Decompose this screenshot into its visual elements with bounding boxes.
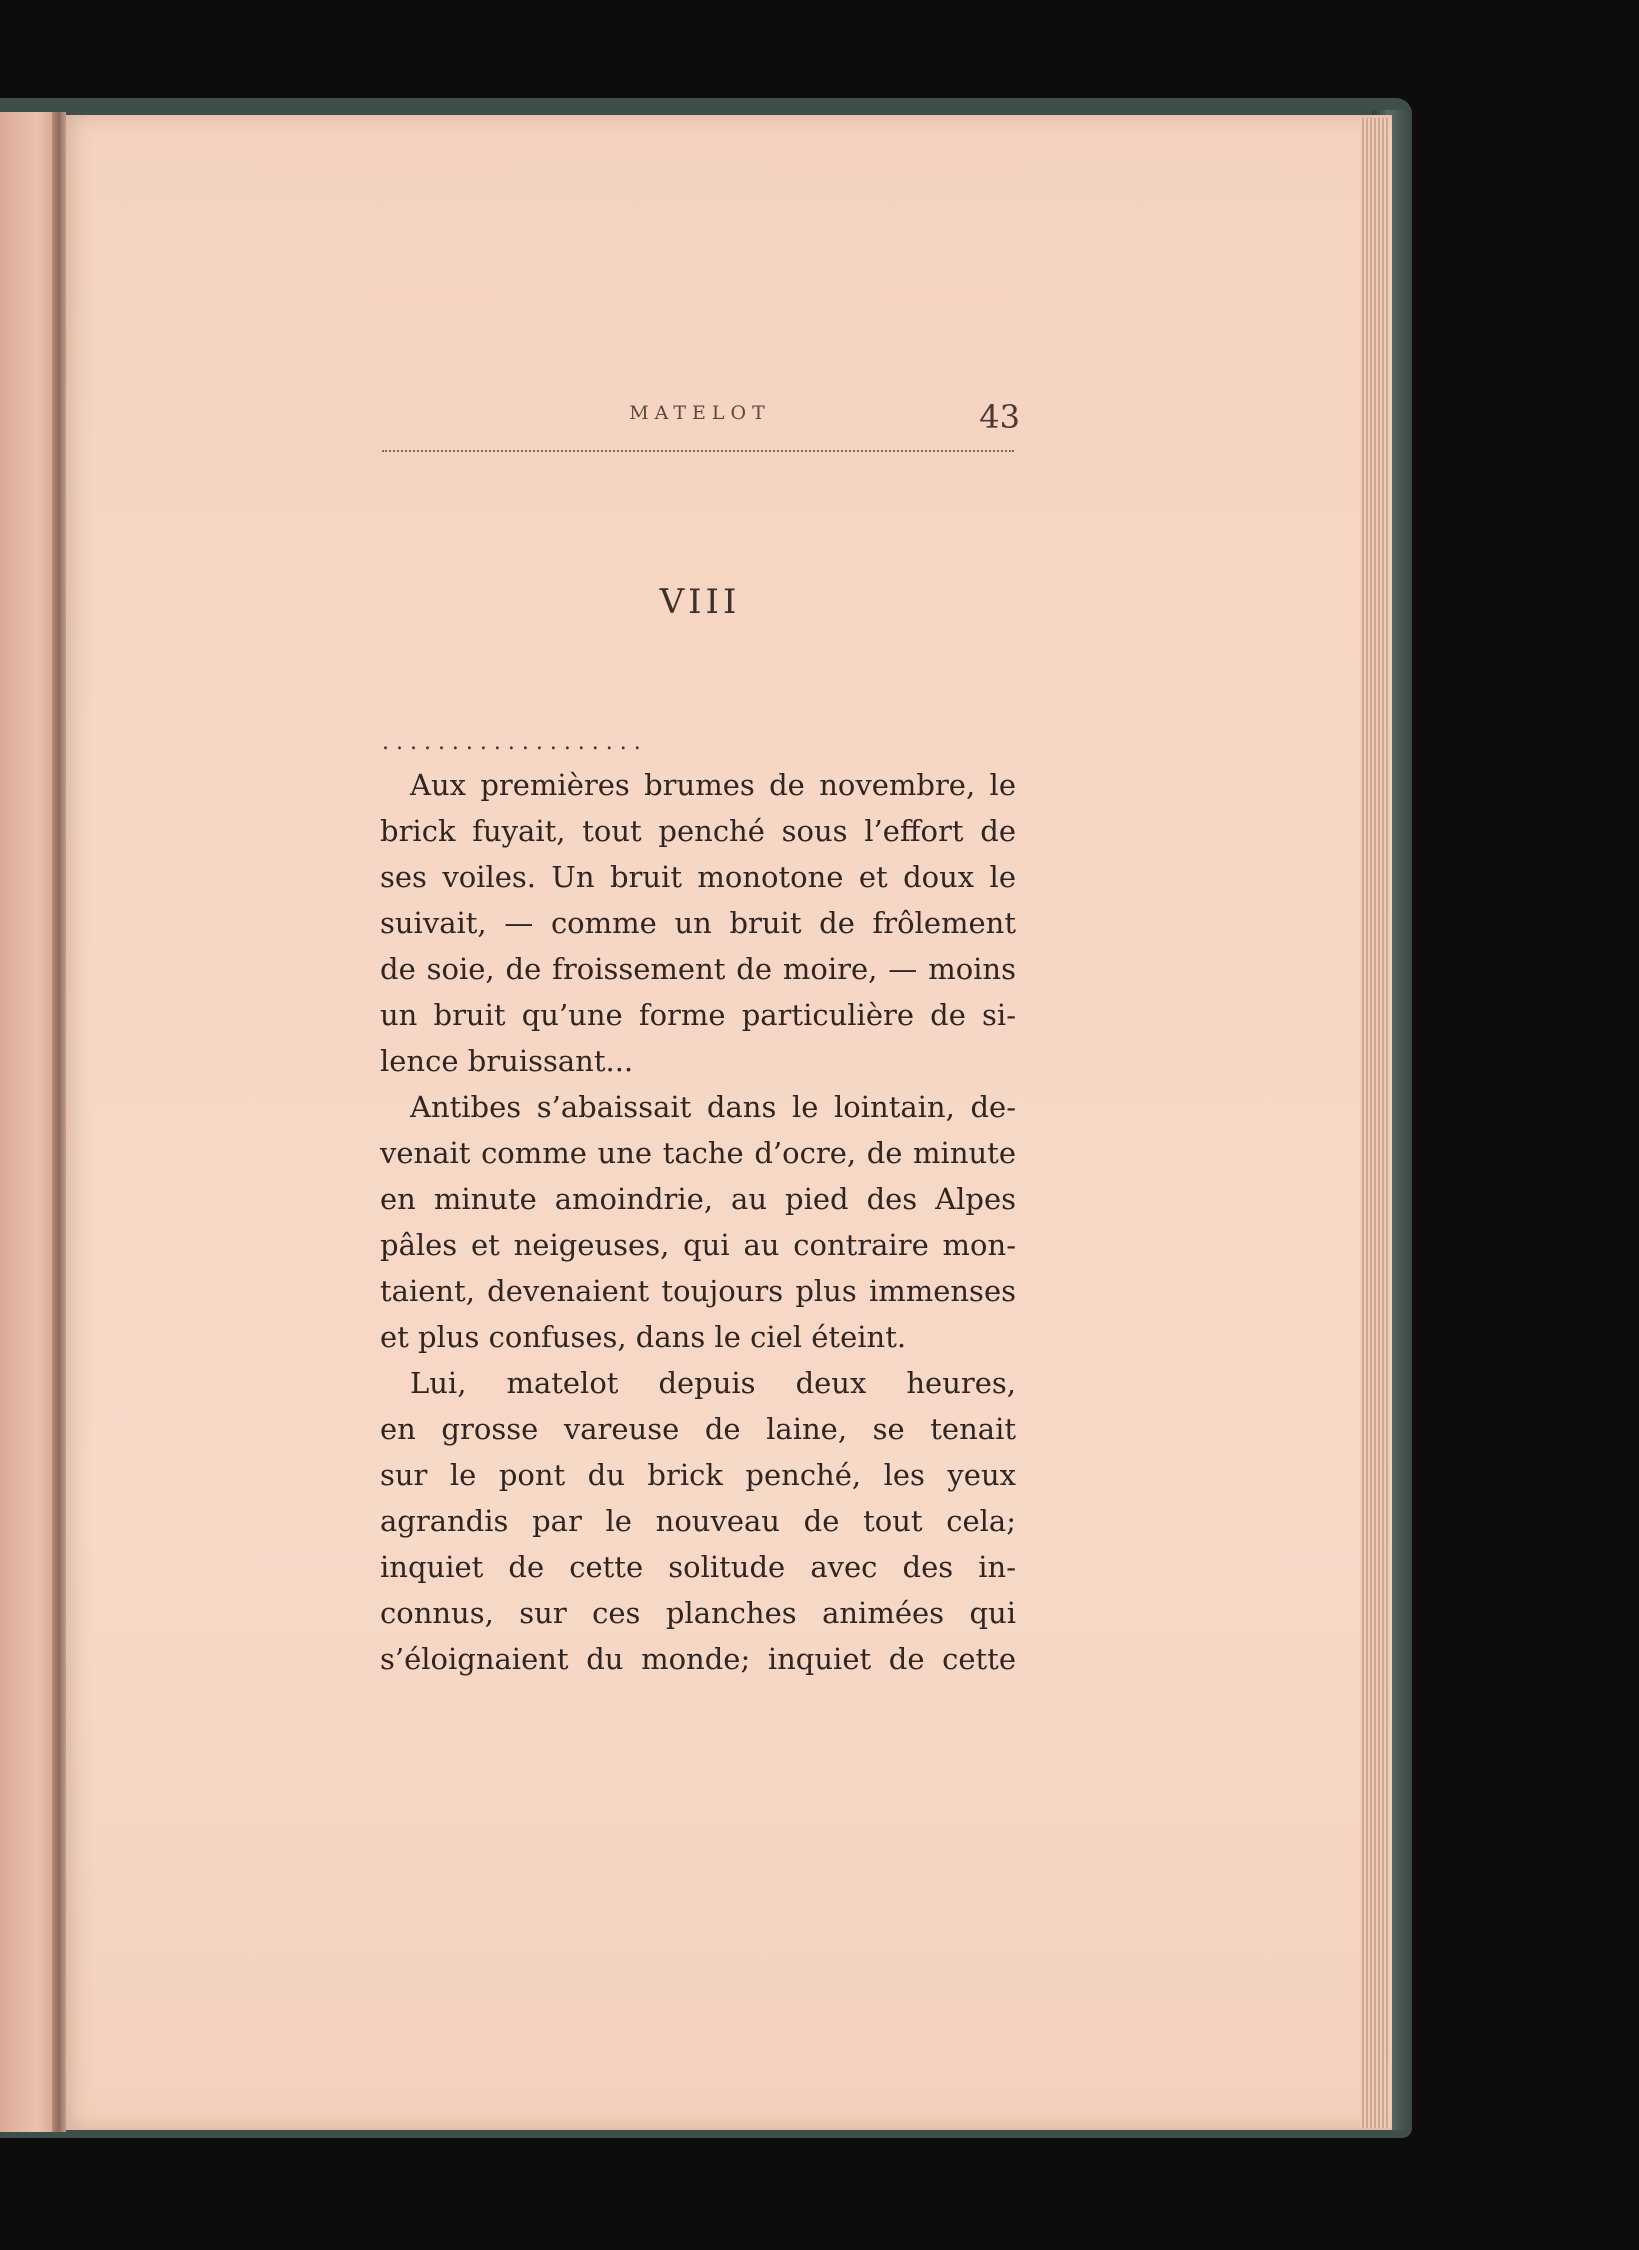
text-line: lence bruissant... [380,1044,634,1078]
text-line: en minute amoindrie, au pied des Alpes [380,1182,1016,1216]
text-line: pâles et neigeuses, qui au contraire mon- [380,1228,1016,1262]
text-line: venait comme une tache d’ocre, de minute [380,1136,1016,1170]
text-line: en grosse vareuse de laine, se tenait [380,1412,1016,1446]
binding-gutter [52,112,66,2132]
body-text [380,762,1016,1682]
text-line: Antibes s’abaissait dans le lointain, de- [410,1090,1016,1124]
text-line: de soie, de froissement de moire, — moins [380,952,1016,986]
text-line: Aux premières brumes de novembre, le [410,768,1016,802]
text-line: connus, sur ces planches animées qui [380,1596,1016,1630]
text-line: agrandis par le nouveau de tout cela; [380,1504,1016,1538]
running-title: MATELOT [629,402,771,424]
text-line: un bruit qu’une forme particulière de si- [380,998,1016,1032]
text-line: brick fuyait, tout penché sous l’effort de [380,814,1016,848]
chapter-heading: VIII [659,582,741,622]
text-line: suivait, — comme un bruit de frôlement [380,906,1016,940]
page-stack-edge [1360,118,1390,2128]
page-number: 43 [979,398,1020,436]
header-dotted-rule [382,450,1014,452]
text-line: sur le pont du brick penché, les yeux [380,1458,1016,1492]
text-line: s’éloignaient du monde; inquiet de cette [380,1642,1016,1676]
text-line: Lui, matelot depuis deux heures, [410,1366,1016,1400]
text-line: inquiet de cette solitude avec des in- [380,1550,1016,1584]
text-line: ses voiles. Un bruit monotone et doux le [380,860,1016,894]
text-line: et plus confuses, dans le ciel éteint. [380,1320,907,1354]
dot-leader: . . . . . . . . . . . . . . . . . . . [382,730,641,750]
text-line: taient, devenaient toujours plus immenses [380,1274,1016,1308]
